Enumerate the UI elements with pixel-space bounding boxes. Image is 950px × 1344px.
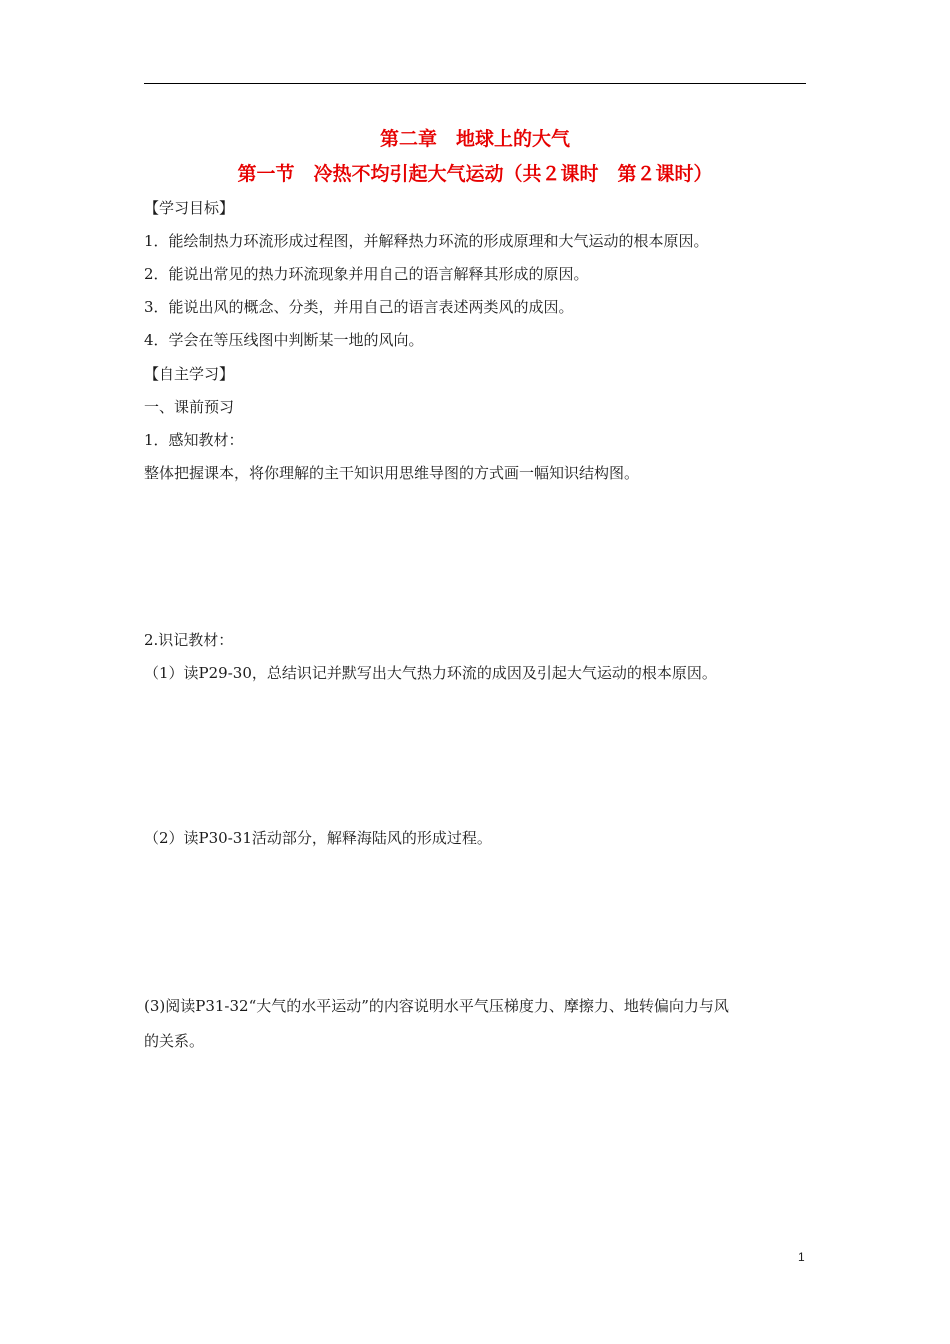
page-number: 1: [798, 1250, 805, 1264]
section-title: 第一节 冷热不均引起大气运动（共２课时 第２课时）: [237, 163, 713, 185]
perceive-heading: 1．感知教材：: [144, 431, 244, 449]
question-1: （1）读P29-30，总结识记并默写出大气热力环流的成因及引起大气运动的根本原因。: [144, 664, 717, 682]
preview-heading: 一、课前预习: [144, 398, 235, 416]
question-3-line-1: (3)阅读P31-32“大气的水平运动”的内容说明水平气压梯度力、摩擦力、地转偏向力与风: [144, 997, 729, 1015]
chapter-title: 第二章 地球上的大气: [379, 128, 570, 150]
objective-item: 2．能说出常见的热力环流现象并用自己的语言解释其形成的原因。: [144, 265, 589, 283]
header-rule: [144, 83, 806, 84]
objectives-heading: 【学习目标】: [144, 199, 235, 217]
self-study-heading: 【自主学习】: [144, 365, 235, 383]
objective-item: 3．能说出风的概念、分类，并用自己的语言表述两类风的成因。: [144, 298, 574, 316]
question-2: （2）读P30-31活动部分，解释海陆风的形成过程。: [144, 829, 492, 847]
objective-item: 4．学会在等压线图中判断某一地的风向。: [144, 331, 424, 349]
perceive-text: 整体把握课本，将你理解的主干知识用思维导图的方式画一幅知识结构图。: [144, 464, 640, 482]
question-3-line-2: 的关系。: [144, 1032, 205, 1050]
memorize-heading: 2.识记教材：: [144, 631, 234, 649]
objective-item: 1．能绘制热力环流形成过程图，并解释热力环流的形成原理和大气运动的根本原因。: [144, 232, 709, 250]
